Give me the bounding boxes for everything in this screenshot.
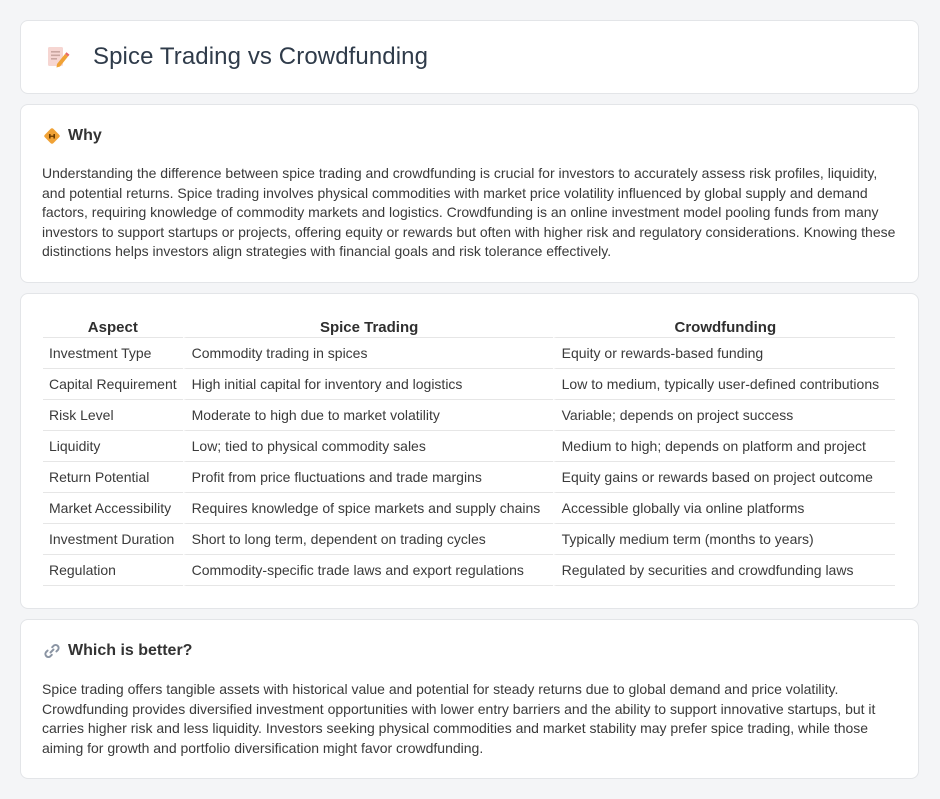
table-cell-spice: Profit from price fluctuations and trade margins <box>183 462 553 493</box>
table-cell-spice: Short to long term, dependent on trading cycles <box>183 524 553 555</box>
table-cell-aspect: Capital Requirement <box>43 369 183 400</box>
table-row <box>43 400 895 431</box>
better-title: Which is better? <box>68 642 193 659</box>
table-cell-spice: Moderate to high due to market volatility <box>183 400 553 431</box>
table-cell-spice: Commodity-specific trade laws and export regulations <box>183 555 553 586</box>
column-header-spice-trading: Spice Trading <box>183 317 553 338</box>
table-row <box>43 462 895 493</box>
table-row <box>43 431 895 462</box>
table-cell-crowdfunding: Typically medium term (months to years) <box>553 524 895 555</box>
better-text: Spice trading offers tangible assets with historical value and potential for steady returns due to global demand and price volatility. Crowdfunding provides diversified investment opportunities with lower entry barriers and the ability to support innovative startups, but it carries higher risk and less liquidity. Investors seeking physical commodities and market stability may prefer spice trading, while those aiming for growth and portfolio diversification might favor crowdfunding. <box>42 681 876 756</box>
table-cell-crowdfunding: Equity gains or rewards based on project outcome <box>553 462 895 493</box>
table-cell-spice: Requires knowledge of spice markets and supply chains <box>183 493 553 524</box>
table-cell-spice: Commodity trading in spices <box>183 338 553 369</box>
table-cell-spice: Low; tied to physical commodity sales <box>183 431 553 462</box>
column-header-aspect: Aspect <box>43 317 183 338</box>
table-cell-crowdfunding: Medium to high; depends on platform and project <box>553 431 895 462</box>
comparison-table <box>43 317 895 586</box>
title-row <box>43 43 428 71</box>
table-cell-crowdfunding: Regulated by securities and crowdfunding laws <box>553 555 895 586</box>
which-is-better-section <box>20 619 919 779</box>
table-row <box>43 493 895 524</box>
table-cell-crowdfunding: Variable; depends on project success <box>553 400 895 431</box>
table-cell-aspect: Risk Level <box>43 400 183 431</box>
table-cell-aspect: Investment Duration <box>43 524 183 555</box>
table-cell-aspect: Liquidity <box>43 431 183 462</box>
table-cell-crowdfunding: Equity or rewards-based funding <box>553 338 895 369</box>
table-cell-aspect: Investment Type <box>43 338 183 369</box>
page-title: Spice Trading vs Crowdfunding <box>93 43 429 70</box>
diamond-sign-icon <box>43 127 61 145</box>
why-section <box>20 104 919 283</box>
table-cell-aspect: Return Potential <box>43 462 183 493</box>
table-row <box>43 524 895 555</box>
table-cell-crowdfunding: Accessible globally via online platforms <box>553 493 895 524</box>
comparison-section <box>20 293 919 609</box>
table-cell-crowdfunding: Low to medium, typically user-defined contributions <box>553 369 895 400</box>
table-row <box>43 369 895 400</box>
why-heading <box>43 127 102 145</box>
column-header-crowdfunding: Crowdfunding <box>553 317 895 338</box>
why-text: Understanding the difference between spice trading and crowdfunding is crucial for investors to accurately assess risk profiles, liquidity, and potential returns. Spice trading involves physical commodities with market price volatility influenced by global supply and demand factors, requiring knowledge of commodity markets and logistics. Crowdfunding is an online investment model pooling funds from many investors to support startups or projects, offering equity or rewards but often with higher risk and regulatory considerations. Knowing these distinctions helps investors align strategies with financial goals and risk tolerance effectively. <box>42 165 896 260</box>
why-title: Why <box>68 127 102 144</box>
link-icon <box>43 642 61 660</box>
table-row <box>43 338 895 369</box>
table-cell-spice: High initial capital for inventory and logistics <box>183 369 553 400</box>
table-cell-aspect: Regulation <box>43 555 183 586</box>
table-header-row <box>43 317 895 338</box>
better-heading <box>43 642 192 660</box>
document-pencil-icon <box>43 43 71 71</box>
table-row <box>43 555 895 586</box>
title-card <box>20 20 919 94</box>
table-cell-aspect: Market Accessibility <box>43 493 183 524</box>
